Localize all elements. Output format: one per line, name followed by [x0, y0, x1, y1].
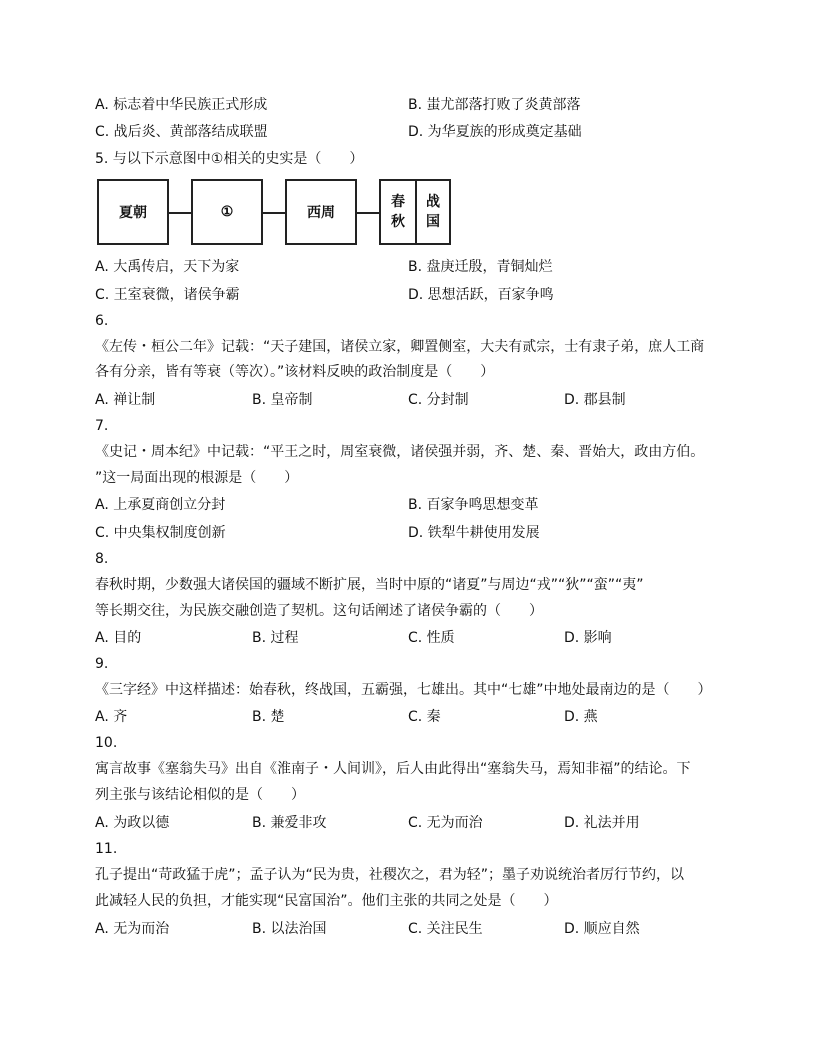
q4-option-d: D. 为华夏族的形成奠定基础	[408, 124, 582, 140]
diagram-zhanguo-char-2: 国	[426, 214, 440, 230]
diagram-box-xia: 夏朝	[97, 179, 169, 245]
q11-option-d: D. 顺应自然	[564, 921, 640, 937]
q9-option-d: D. 燕	[564, 709, 598, 725]
q7-option-d: D. 铁犁牛耕使用发展	[408, 525, 540, 541]
diagram-box-1: ①	[191, 179, 263, 245]
q6-stem-line-1: 《左传・桓公二年》记载：“天子建国，诸侯立家，卿置侧室，大夫有贰宗，士有隶子弟，庶人工商	[95, 339, 705, 355]
q10-options	[95, 813, 725, 833]
q7-option-c: C. 中央集权制度创新	[95, 525, 226, 541]
q5-option-b: B. 盘庚迁殷，青铜灿烂	[408, 259, 553, 275]
q8-stem-line-2: 等长期交往，为民族交融创造了契机。这句话阐述了诸侯争霸的（ ）	[95, 603, 543, 619]
q10-option-c: C. 无为而治	[408, 815, 483, 831]
q7-stem-line-1: 《史记・周本纪》中记载：“平王之时，周室衰微，诸侯强并弱，齐、楚、秦、晋始大，政由方伯。	[95, 444, 705, 460]
q6-option-d: D. 郡县制	[564, 392, 626, 408]
q9-option-c: C. 秦	[408, 709, 441, 725]
q10-option-d: D. 礼法并用	[564, 815, 640, 831]
q7-number: 7.	[95, 418, 109, 434]
diagram-chunqiu-char-1: 春	[391, 194, 405, 210]
q6-option-a: A. 禅让制	[95, 392, 156, 408]
q11-option-c: C. 关注民生	[408, 921, 483, 937]
q6-option-c: C. 分封制	[408, 392, 469, 408]
q10-stem-line-1: 寓言故事《塞翁失马》出自《淮南子・人间训》，后人由此得出“塞翁失马，焉知非福”的结论。下	[95, 761, 691, 777]
q7-options-row-1	[95, 495, 725, 515]
diagram-box-chunqiu-zhanguo	[379, 179, 451, 245]
q5-option-a: A. 大禹传启，天下为家	[95, 259, 240, 275]
q9-stem-line-1: 《三字经》中这样描述：始春秋，终战国，五霸强，七雄出。其中“七雄”中地处最南边的是（ ）	[95, 682, 712, 698]
q11-option-b: B. 以法治国	[252, 921, 327, 937]
q11-options	[95, 919, 725, 939]
q8-stem-line-1: 春秋时期，少数强大诸侯国的疆域不断扩展，当时中原的“诸夏”与周边“戎”“狄”“蛮”“夷”	[95, 577, 644, 593]
q6-options	[95, 390, 725, 410]
q8-option-d: D. 影响	[564, 630, 612, 646]
diagram-zhanguo	[417, 181, 449, 243]
q9-option-a: A. 齐	[95, 709, 128, 725]
q11-number: 11.	[95, 841, 118, 857]
q5-option-c: C. 王室衰微，诸侯争霸	[95, 287, 240, 303]
diagram-connector	[263, 212, 285, 214]
diagram-connector	[357, 212, 379, 214]
q10-number: 10.	[95, 735, 118, 751]
q8-option-b: B. 过程	[252, 630, 299, 646]
q5-stem: 5. 与以下示意图中①相关的史实是（ ）	[95, 151, 364, 167]
q6-number: 6.	[95, 313, 109, 329]
q9-number: 9.	[95, 656, 109, 672]
q8-number: 8.	[95, 551, 109, 567]
q4-options-row-1	[95, 95, 725, 115]
q5-timeline-diagram	[97, 179, 457, 249]
diagram-chunqiu	[381, 181, 415, 243]
q4-option-c: C. 战后炎、黄部落结成联盟	[95, 124, 268, 140]
q7-option-b: B. 百家争鸣思想变革	[408, 497, 539, 513]
q8-option-c: C. 性质	[408, 630, 455, 646]
q7-option-a: A. 上承夏商创立分封	[95, 497, 226, 513]
q4-option-b: B. 蚩尤部落打败了炎黄部落	[408, 97, 581, 113]
diagram-chunqiu-char-2: 秋	[391, 214, 405, 230]
q7-options-row-2	[95, 523, 725, 543]
q4-options-row-2	[95, 122, 725, 142]
q5-option-d: D. 思想活跃，百家争鸣	[408, 287, 554, 303]
q10-option-a: A. 为政以德	[95, 815, 170, 831]
diagram-box-xizhou: 西周	[285, 179, 357, 245]
diagram-zhanguo-char-1: 战	[426, 194, 440, 210]
q6-option-b: B. 皇帝制	[252, 392, 313, 408]
q9-options	[95, 707, 725, 727]
q6-stem-line-2: 各有分亲，皆有等衰（等次）。”该材料反映的政治制度是（ ）	[95, 364, 495, 380]
diagram-connector	[169, 212, 191, 214]
q7-stem-line-2: ”这一局面出现的根源是（ ）	[95, 470, 299, 486]
q5-options-row-1	[95, 257, 725, 277]
q10-option-b: B. 兼爱非攻	[252, 815, 327, 831]
q9-option-b: B. 楚	[252, 709, 285, 725]
q4-option-a: A. 标志着中华民族正式形成	[95, 97, 268, 113]
q5-options-row-2	[95, 285, 725, 305]
q11-stem-line-2: 此减轻人民的负担，才能实现“民富国治”。他们主张的共同之处是（ ）	[95, 893, 558, 909]
q11-option-a: A. 无为而治	[95, 921, 170, 937]
q10-stem-line-2: 列主张与该结论相似的是（ ）	[95, 787, 305, 803]
q11-stem-line-1: 孔子提出“苛政猛于虎”；孟子认为“民为贵，社稷次之，君为轻”；墨子劝说统治者厉行节约，以	[95, 867, 685, 883]
q8-options	[95, 628, 725, 648]
q8-option-a: A. 目的	[95, 630, 142, 646]
